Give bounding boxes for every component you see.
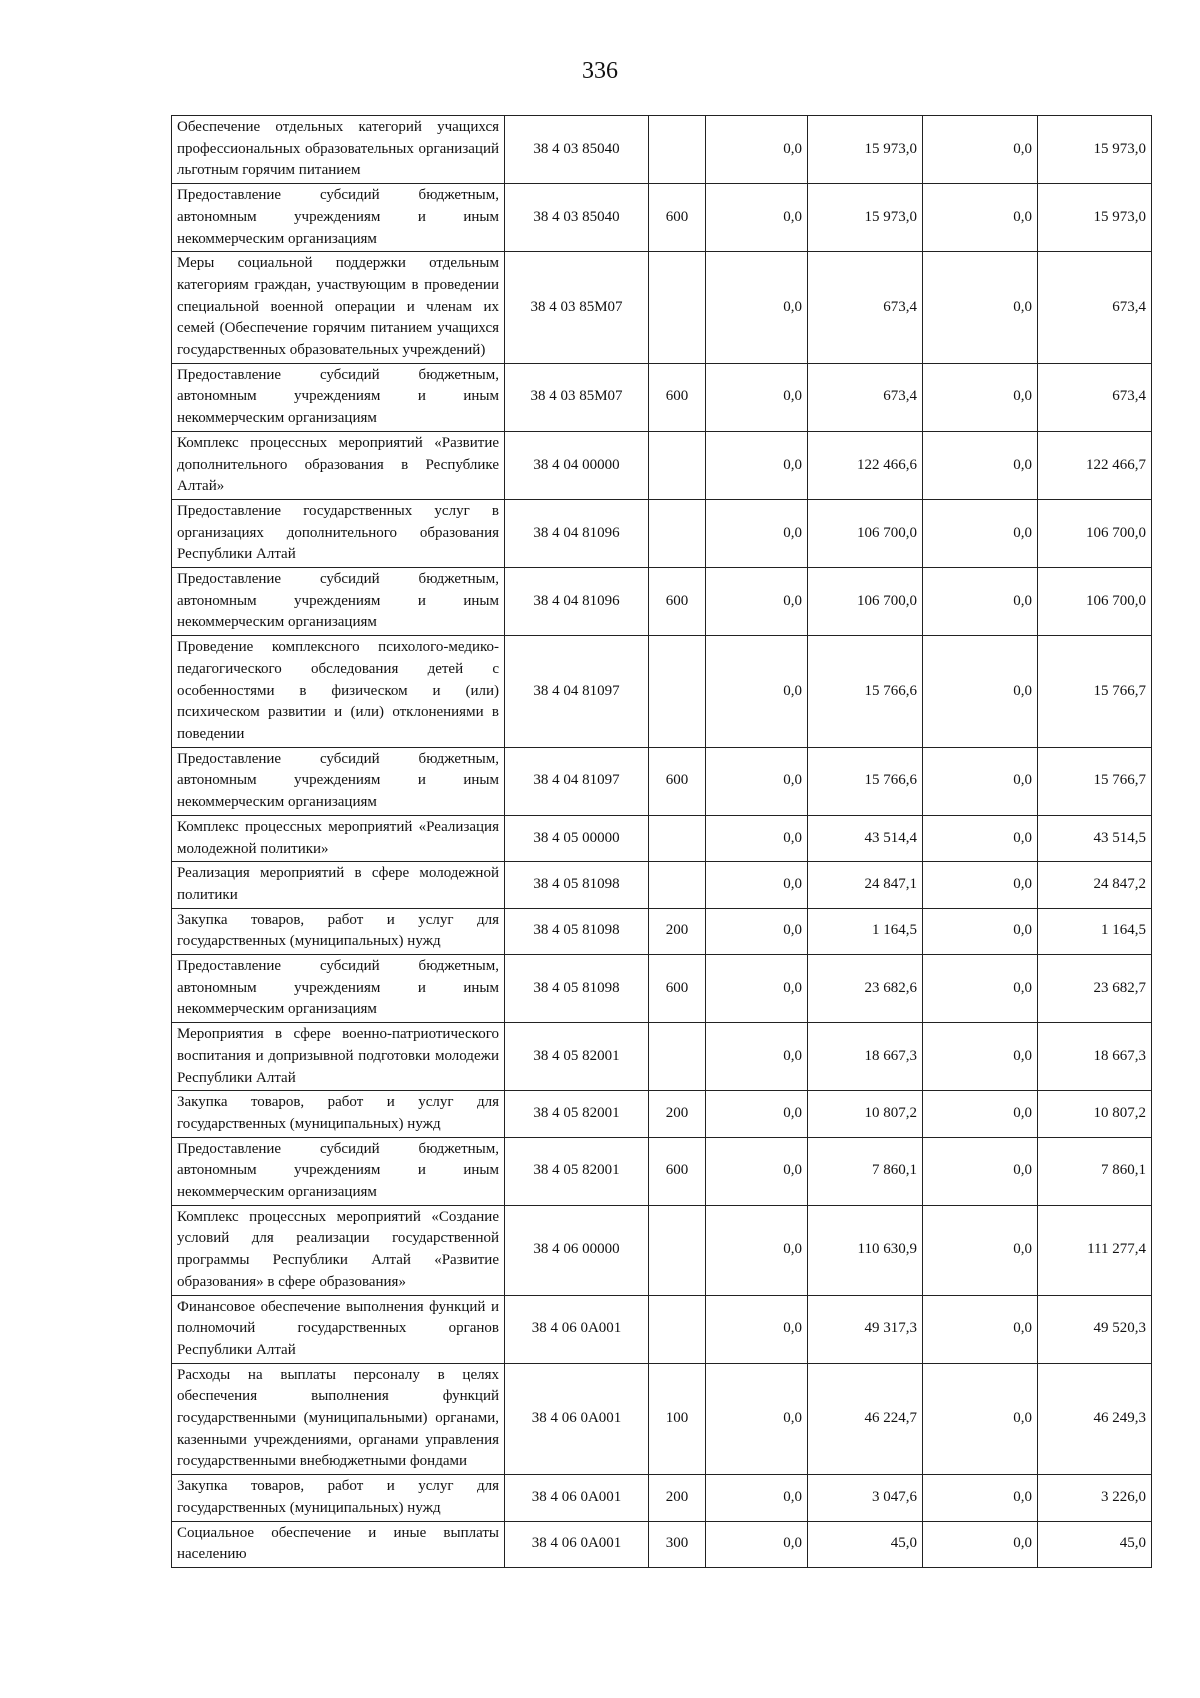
amount-col-2-cell: 23 682,6: [808, 955, 923, 1023]
expense-type-cell: 600: [649, 747, 706, 815]
target-code-cell: 38 4 04 00000: [505, 431, 649, 499]
table-row: [172, 862, 1152, 908]
target-code-cell: 38 4 05 00000: [505, 815, 649, 861]
amount-col-1-cell: 0,0: [706, 568, 808, 636]
amount-col-4-cell: 45,0: [1038, 1521, 1152, 1567]
amount-col-3-cell: 0,0: [923, 363, 1038, 431]
amount-col-3-cell: 0,0: [923, 1295, 1038, 1363]
row-name-cell: Предоставление субсидий бюджетным, автономным учреждениям и иным некоммерческим организациям: [172, 1137, 505, 1205]
amount-col-3-cell: 0,0: [923, 1475, 1038, 1521]
target-code-cell: 38 4 06 00000: [505, 1205, 649, 1295]
table-row: [172, 499, 1152, 567]
table-row: [172, 955, 1152, 1023]
amount-col-2-cell: 106 700,0: [808, 568, 923, 636]
amount-col-3-cell: 0,0: [923, 862, 1038, 908]
amount-col-3-cell: 0,0: [923, 815, 1038, 861]
table-row: [172, 1137, 1152, 1205]
amount-col-1-cell: 0,0: [706, 747, 808, 815]
amount-col-1-cell: 0,0: [706, 815, 808, 861]
amount-col-2-cell: 45,0: [808, 1521, 923, 1567]
target-code-cell: 38 4 04 81096: [505, 568, 649, 636]
expense-type-cell: [649, 1023, 706, 1091]
target-code-cell: 38 4 05 81098: [505, 908, 649, 954]
row-name-cell: Меры социальной поддержки отдельным категориям граждан, участвующим в проведении специальной военной операции и членам их семей (Обеспечение горячим питанием учащихся государственных образовательных учреждений): [172, 252, 505, 364]
table-row: [172, 363, 1152, 431]
table-row: [172, 747, 1152, 815]
expense-type-cell: [649, 116, 706, 184]
expense-type-cell: 600: [649, 1137, 706, 1205]
amount-col-3-cell: 0,0: [923, 431, 1038, 499]
amount-col-2-cell: 110 630,9: [808, 1205, 923, 1295]
expense-type-cell: 100: [649, 1363, 706, 1475]
row-name-cell: Расходы на выплаты персоналу в целях обеспечения выполнения функций государственными (муниципальными) органами, казенными учреждениями, органами управления государственными внебюджетными фондами: [172, 1363, 505, 1475]
amount-col-4-cell: 1 164,5: [1038, 908, 1152, 954]
row-name-cell: Мероприятия в сфере военно-патриотического воспитания и допризывной подготовки молодежи Республики Алтай: [172, 1023, 505, 1091]
amount-col-1-cell: 0,0: [706, 1295, 808, 1363]
table-row: [172, 1363, 1152, 1475]
amount-col-2-cell: 15 766,6: [808, 747, 923, 815]
amount-col-2-cell: 1 164,5: [808, 908, 923, 954]
expense-type-cell: 600: [649, 568, 706, 636]
target-code-cell: 38 4 05 82001: [505, 1023, 649, 1091]
amount-col-3-cell: 0,0: [923, 955, 1038, 1023]
target-code-cell: 38 4 03 85М07: [505, 252, 649, 364]
amount-col-2-cell: 49 317,3: [808, 1295, 923, 1363]
table-row: [172, 636, 1152, 748]
row-name-cell: Обеспечение отдельных категорий учащихся профессиональных образовательных организаций льготным горячим питанием: [172, 116, 505, 184]
table-row: [172, 1475, 1152, 1521]
amount-col-1-cell: 0,0: [706, 955, 808, 1023]
amount-col-2-cell: 673,4: [808, 363, 923, 431]
row-name-cell: Предоставление субсидий бюджетным, автономным учреждениям и иным некоммерческим организациям: [172, 955, 505, 1023]
amount-col-2-cell: 15 766,6: [808, 636, 923, 748]
expense-type-cell: [649, 636, 706, 748]
amount-col-1-cell: 0,0: [706, 1521, 808, 1567]
target-code-cell: 38 4 06 0А001: [505, 1295, 649, 1363]
amount-col-3-cell: 0,0: [923, 636, 1038, 748]
row-name-cell: Проведение комплексного психолого-медико-педагогического обследования детей с особенностями в физическом и (или) психическом развитии и (или) отклонениями в поведении: [172, 636, 505, 748]
amount-col-1-cell: 0,0: [706, 636, 808, 748]
amount-col-1-cell: 0,0: [706, 363, 808, 431]
amount-col-4-cell: 18 667,3: [1038, 1023, 1152, 1091]
table-row: [172, 1205, 1152, 1295]
amount-col-3-cell: 0,0: [923, 1137, 1038, 1205]
row-name-cell: Предоставление государственных услуг в организациях дополнительного образования Республики Алтай: [172, 499, 505, 567]
table-row: [172, 184, 1152, 252]
expense-type-cell: 200: [649, 908, 706, 954]
amount-col-2-cell: 15 973,0: [808, 184, 923, 252]
row-name-cell: Предоставление субсидий бюджетным, автономным учреждениям и иным некоммерческим организациям: [172, 568, 505, 636]
amount-col-3-cell: 0,0: [923, 908, 1038, 954]
expense-type-cell: [649, 499, 706, 567]
amount-col-3-cell: 0,0: [923, 1023, 1038, 1091]
row-name-cell: Закупка товаров, работ и услуг для государственных (муниципальных) нужд: [172, 1091, 505, 1137]
table-row: [172, 568, 1152, 636]
expense-type-cell: [649, 252, 706, 364]
amount-col-4-cell: 49 520,3: [1038, 1295, 1152, 1363]
amount-col-3-cell: 0,0: [923, 568, 1038, 636]
amount-col-3-cell: 0,0: [923, 252, 1038, 364]
amount-col-4-cell: 122 466,7: [1038, 431, 1152, 499]
target-code-cell: 38 4 05 82001: [505, 1091, 649, 1137]
amount-col-2-cell: 43 514,4: [808, 815, 923, 861]
row-name-cell: Закупка товаров, работ и услуг для государственных (муниципальных) нужд: [172, 908, 505, 954]
amount-col-4-cell: 106 700,0: [1038, 568, 1152, 636]
amount-col-1-cell: 0,0: [706, 431, 808, 499]
amount-col-1-cell: 0,0: [706, 499, 808, 567]
row-name-cell: Предоставление субсидий бюджетным, автономным учреждениям и иным некоммерческим организациям: [172, 747, 505, 815]
budget-table: [171, 115, 1152, 1568]
amount-col-1-cell: 0,0: [706, 1137, 808, 1205]
amount-col-4-cell: 15 766,7: [1038, 747, 1152, 815]
table-row: [172, 1091, 1152, 1137]
target-code-cell: 38 4 04 81097: [505, 636, 649, 748]
amount-col-2-cell: 18 667,3: [808, 1023, 923, 1091]
amount-col-1-cell: 0,0: [706, 908, 808, 954]
amount-col-3-cell: 0,0: [923, 1521, 1038, 1567]
expense-type-cell: 600: [649, 184, 706, 252]
amount-col-4-cell: 43 514,5: [1038, 815, 1152, 861]
amount-col-3-cell: 0,0: [923, 499, 1038, 567]
target-code-cell: 38 4 04 81096: [505, 499, 649, 567]
amount-col-4-cell: 10 807,2: [1038, 1091, 1152, 1137]
expense-type-cell: [649, 1295, 706, 1363]
target-code-cell: 38 4 05 81098: [505, 955, 649, 1023]
amount-col-3-cell: 0,0: [923, 1091, 1038, 1137]
amount-col-4-cell: 673,4: [1038, 363, 1152, 431]
amount-col-4-cell: 673,4: [1038, 252, 1152, 364]
row-name-cell: Комплекс процессных мероприятий «Реализация молодежной политики»: [172, 815, 505, 861]
target-code-cell: 38 4 06 0А001: [505, 1521, 649, 1567]
row-name-cell: Реализация мероприятий в сфере молодежной политики: [172, 862, 505, 908]
amount-col-3-cell: 0,0: [923, 116, 1038, 184]
target-code-cell: 38 4 03 85М07: [505, 363, 649, 431]
amount-col-1-cell: 0,0: [706, 252, 808, 364]
expense-type-cell: 300: [649, 1521, 706, 1567]
amount-col-2-cell: 673,4: [808, 252, 923, 364]
amount-col-1-cell: 0,0: [706, 1475, 808, 1521]
amount-col-4-cell: 23 682,7: [1038, 955, 1152, 1023]
row-name-cell: Комплекс процессных мероприятий «Развитие дополнительного образования в Республике Алтай»: [172, 431, 505, 499]
target-code-cell: 38 4 05 82001: [505, 1137, 649, 1205]
expense-type-cell: 200: [649, 1091, 706, 1137]
amount-col-4-cell: 7 860,1: [1038, 1137, 1152, 1205]
amount-col-2-cell: 3 047,6: [808, 1475, 923, 1521]
table-row: [172, 116, 1152, 184]
expense-type-cell: 600: [649, 363, 706, 431]
amount-col-4-cell: 46 249,3: [1038, 1363, 1152, 1475]
row-name-cell: Финансовое обеспечение выполнения функций и полномочий государственных органов Республики Алтай: [172, 1295, 505, 1363]
amount-col-4-cell: 15 973,0: [1038, 116, 1152, 184]
amount-col-2-cell: 106 700,0: [808, 499, 923, 567]
table-row: [172, 908, 1152, 954]
expense-type-cell: 600: [649, 955, 706, 1023]
row-name-cell: Предоставление субсидий бюджетным, автономным учреждениям и иным некоммерческим организациям: [172, 363, 505, 431]
target-code-cell: 38 4 03 85040: [505, 184, 649, 252]
expense-type-cell: 200: [649, 1475, 706, 1521]
row-name-cell: Предоставление субсидий бюджетным, автономным учреждениям и иным некоммерческим организациям: [172, 184, 505, 252]
target-code-cell: 38 4 03 85040: [505, 116, 649, 184]
amount-col-1-cell: 0,0: [706, 1091, 808, 1137]
target-code-cell: 38 4 06 0А001: [505, 1475, 649, 1521]
amount-col-2-cell: 122 466,6: [808, 431, 923, 499]
amount-col-1-cell: 0,0: [706, 116, 808, 184]
amount-col-3-cell: 0,0: [923, 1363, 1038, 1475]
amount-col-3-cell: 0,0: [923, 1205, 1038, 1295]
expense-type-cell: [649, 1205, 706, 1295]
amount-col-2-cell: 24 847,1: [808, 862, 923, 908]
table-row: [172, 1023, 1152, 1091]
table-row: [172, 1521, 1152, 1567]
amount-col-4-cell: 15 766,7: [1038, 636, 1152, 748]
table-row: [172, 431, 1152, 499]
target-code-cell: 38 4 05 81098: [505, 862, 649, 908]
amount-col-2-cell: 15 973,0: [808, 116, 923, 184]
page-number: 336: [582, 58, 618, 84]
row-name-cell: Социальное обеспечение и иные выплаты населению: [172, 1521, 505, 1567]
amount-col-1-cell: 0,0: [706, 862, 808, 908]
amount-col-2-cell: 7 860,1: [808, 1137, 923, 1205]
amount-col-1-cell: 0,0: [706, 1205, 808, 1295]
target-code-cell: 38 4 06 0А001: [505, 1363, 649, 1475]
target-code-cell: 38 4 04 81097: [505, 747, 649, 815]
amount-col-4-cell: 15 973,0: [1038, 184, 1152, 252]
amount-col-2-cell: 46 224,7: [808, 1363, 923, 1475]
row-name-cell: Комплекс процессных мероприятий «Создание условий для реализации государственной программы Республики Алтай «Развитие образования» в сфере образования»: [172, 1205, 505, 1295]
expense-type-cell: [649, 815, 706, 861]
amount-col-3-cell: 0,0: [923, 747, 1038, 815]
amount-col-4-cell: 3 226,0: [1038, 1475, 1152, 1521]
amount-col-1-cell: 0,0: [706, 1363, 808, 1475]
table-row: [172, 815, 1152, 861]
expense-type-cell: [649, 431, 706, 499]
amount-col-2-cell: 10 807,2: [808, 1091, 923, 1137]
amount-col-1-cell: 0,0: [706, 1023, 808, 1091]
table-row: [172, 1295, 1152, 1363]
amount-col-4-cell: 24 847,2: [1038, 862, 1152, 908]
amount-col-1-cell: 0,0: [706, 184, 808, 252]
amount-col-4-cell: 111 277,4: [1038, 1205, 1152, 1295]
expense-type-cell: [649, 862, 706, 908]
row-name-cell: Закупка товаров, работ и услуг для государственных (муниципальных) нужд: [172, 1475, 505, 1521]
amount-col-4-cell: 106 700,0: [1038, 499, 1152, 567]
table-body: [172, 116, 1152, 1568]
amount-col-3-cell: 0,0: [923, 184, 1038, 252]
table-row: [172, 252, 1152, 364]
